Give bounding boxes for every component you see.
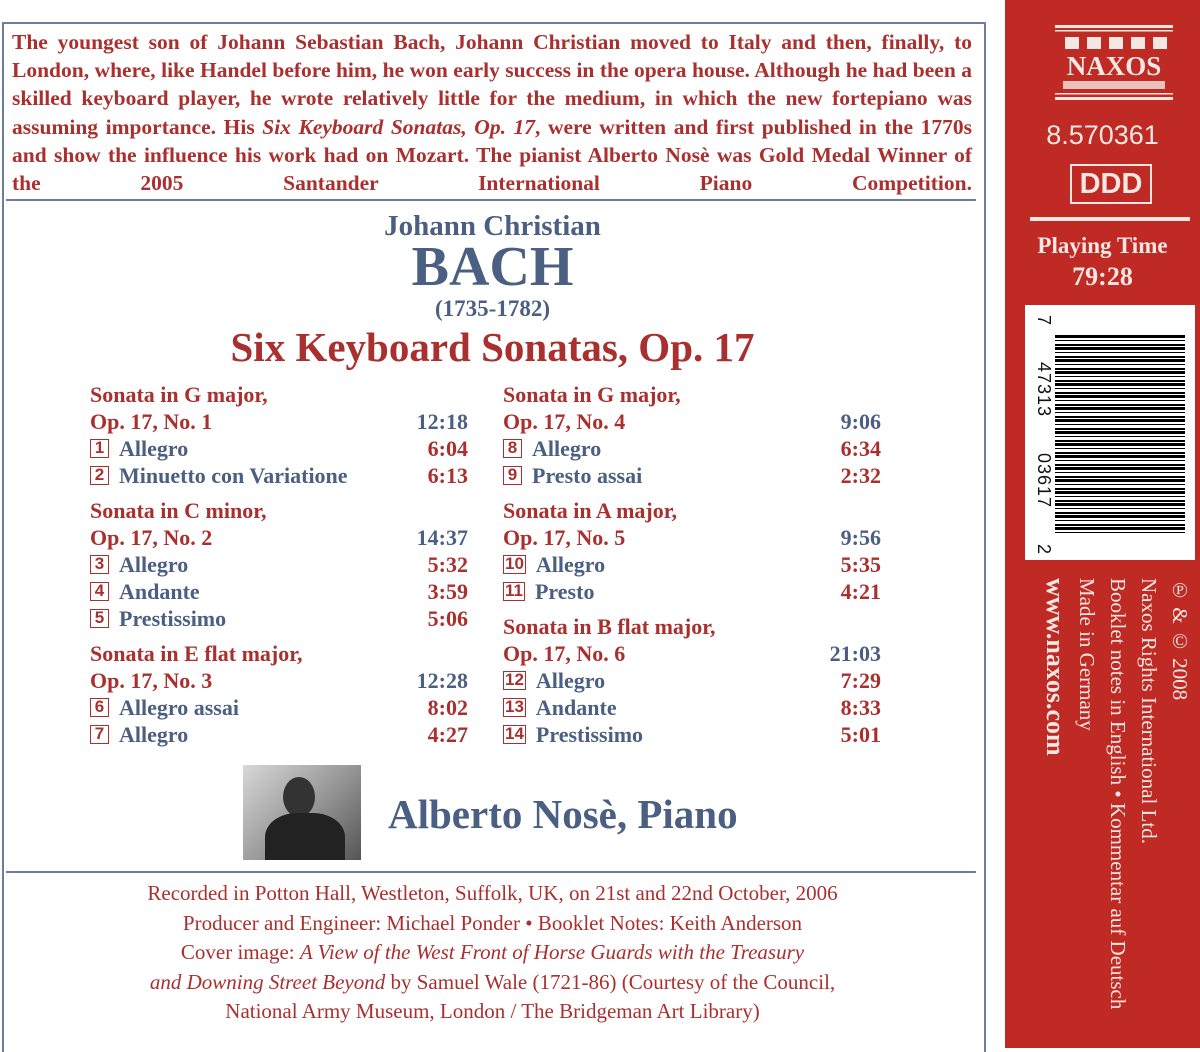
sonata-opus: Op. 17, No. 2 — [90, 525, 213, 550]
track-title: Prestissimo — [119, 606, 227, 631]
composer-first: Johann Christian — [384, 210, 601, 242]
track-row — [90, 551, 468, 578]
track-row — [503, 578, 881, 605]
naxos-logo — [1055, 25, 1173, 103]
track-duration: 5:32 — [427, 552, 468, 577]
artist-photo — [243, 765, 361, 860]
track-row — [503, 667, 881, 694]
svg-text:NAXOS: NAXOS — [1066, 51, 1162, 81]
sonata-duration: 14:37 — [416, 525, 468, 550]
track-duration: 8:33 — [840, 695, 881, 720]
track-row — [503, 462, 881, 489]
divider — [6, 199, 976, 201]
credit-line: National Army Museum, London / The Bridgeman Art Library) — [225, 999, 760, 1023]
playing-time — [1005, 230, 1200, 292]
track-duration: 6:13 — [427, 463, 468, 488]
track-number: 2 — [90, 466, 109, 485]
made-in: Made in Germany — [1075, 578, 1099, 731]
album-title: Six Keyboard Sonatas, Op. 17 — [230, 324, 755, 370]
divider — [6, 871, 976, 873]
sonata — [503, 613, 881, 748]
ddd-badge: DDD — [1070, 164, 1152, 204]
track-title: Andante — [119, 579, 200, 604]
rights: Naxos Rights International Ltd. — [1137, 578, 1161, 844]
track-title: Allegro — [119, 722, 189, 747]
track-number: 6 — [90, 698, 109, 717]
track-row — [90, 605, 468, 632]
track-row — [90, 694, 468, 721]
naxos-panel — [1005, 0, 1200, 1048]
copyright: ℗ & © 2008 — [1168, 578, 1192, 701]
sonata — [90, 640, 468, 748]
track-number: 11 — [505, 581, 523, 600]
track-title: Prestissimo — [535, 722, 644, 747]
track-duration: 4:27 — [427, 722, 468, 747]
barcode-digits — [1033, 315, 1054, 555]
sonata-duration: 9:06 — [840, 409, 881, 434]
track-title: Allegro — [535, 552, 606, 577]
track-duration: 5:06 — [427, 606, 468, 631]
track-title: Allegro — [532, 436, 602, 461]
track-duration: 6:34 — [840, 436, 881, 461]
credit-line — [0, 968, 985, 998]
sonata-duration: 9:56 — [840, 525, 881, 550]
sonata — [90, 497, 468, 632]
track-title: Allegro assai — [119, 695, 239, 720]
sonata-opus: Op. 17, No. 6 — [503, 641, 626, 666]
sonata-duration: 12:28 — [416, 668, 468, 693]
track-row — [90, 462, 468, 489]
barcode-digit: 7 — [1034, 315, 1054, 327]
sonata-column-right — [503, 381, 881, 756]
sonata-opus: Op. 17, No. 1 — [90, 409, 213, 434]
track-number: 7 — [90, 725, 109, 744]
track-duration: 5:35 — [840, 552, 881, 577]
track-title: Minuetto con Variatione — [119, 463, 348, 488]
composer-dates: (1735-1782) — [435, 296, 550, 321]
sonata-opus: Op. 17, No. 5 — [503, 525, 626, 550]
sonata-duration: 12:18 — [416, 409, 468, 434]
barcode-bars — [1055, 335, 1185, 535]
sonata-title: Sonata in G major, — [90, 382, 268, 407]
sonata-title: Sonata in A major, — [503, 498, 678, 523]
playing-time-value: 79:28 — [1072, 262, 1133, 291]
sonata-title: Sonata in B flat major, — [503, 614, 716, 639]
track-title: Allegro — [119, 436, 189, 461]
barcode-digit: 03617 — [1034, 452, 1054, 509]
track-number: 12 — [505, 670, 524, 689]
track-number: 5 — [90, 609, 109, 628]
sonata — [503, 497, 881, 605]
credits — [0, 879, 985, 1027]
track-row — [503, 694, 881, 721]
track-duration: 8:02 — [427, 695, 468, 720]
sonata-title: Sonata in C minor, — [90, 498, 267, 523]
track-row — [503, 435, 881, 462]
composer-last: BACH — [411, 236, 574, 298]
track-row — [90, 435, 468, 462]
track-number: 14 — [505, 724, 524, 743]
track-number: 4 — [90, 582, 109, 601]
credit-text: by Samuel Wale (1721-86) (Courtesy of the Council, — [385, 969, 836, 994]
sonata-opus: Op. 17, No. 3 — [90, 668, 213, 693]
sonata-column-left — [90, 381, 468, 756]
sonata — [90, 381, 468, 489]
cover-title: A View of the West Front of Horse Guards with the Treasury — [299, 940, 805, 964]
intro-part: , were written and first published in the 1770s and show the influence his work had on Mozart. The pianist Alberto Nosè was Gold Medal Winner of the 2005 Santander International Piano Competition. — [12, 114, 972, 196]
credit-text: Cover image: — [180, 940, 300, 964]
track-row — [503, 721, 881, 748]
track-title: Andante — [535, 695, 617, 720]
track-duration: 5:01 — [840, 722, 881, 747]
track-row — [90, 721, 468, 748]
playing-time-label: Playing Time — [1037, 233, 1168, 258]
credit-line — [0, 938, 985, 968]
track-duration: 3:59 — [427, 579, 468, 604]
booklet-notes: Booklet notes in English • Kommentar auf Deutsch — [1106, 578, 1130, 1010]
credit-line: Producer and Engineer: Michael Ponder • Booklet Notes: Keith Anderson — [182, 910, 803, 935]
divider — [1030, 217, 1190, 221]
track-title: Presto — [534, 579, 595, 604]
sonata-opus: Op. 17, No. 4 — [503, 409, 626, 434]
intro-text — [12, 28, 972, 197]
track-row — [90, 578, 468, 605]
barcode-digit: 2 — [1034, 543, 1054, 555]
track-duration: 2:32 — [840, 463, 881, 488]
track-number: 10 — [505, 554, 524, 573]
track-number: 9 — [503, 466, 522, 485]
track-title: Allegro — [535, 668, 606, 693]
artist-name: Alberto Nosè, Piano — [388, 791, 738, 837]
track-number: 13 — [505, 697, 524, 716]
track-title: Presto assai — [532, 463, 643, 488]
track-title: Allegro — [119, 552, 189, 577]
intro-part: The youngest son of Johann Sebastian Bach, Johann Christian moved to Italy and then, finally, to London, where, like Handel before him, he won early success in the opera house. Although he had been a skilled keyboard player, he wrote relatively little for the medium, in which the new fortepiano was assuming importance. His — [12, 30, 972, 139]
label-info — [1025, 578, 1195, 1038]
track-duration: 6:04 — [427, 436, 468, 461]
barcode-digit: 47313 — [1034, 361, 1054, 418]
track-number: 1 — [90, 439, 109, 458]
cover-title: and Downing Street Beyond — [149, 969, 386, 994]
sonata-title: Sonata in E flat major, — [90, 641, 303, 666]
intro-title: Six Keyboard Sonatas, Op. 17 — [262, 114, 536, 139]
track-duration: 4:21 — [840, 579, 881, 604]
website-link[interactable]: www.naxos.com — [1041, 578, 1070, 756]
sonata — [503, 381, 881, 489]
track-number: 8 — [503, 439, 522, 458]
sonata-duration: 21:03 — [829, 641, 881, 666]
track-number: 3 — [90, 555, 109, 574]
track-row — [503, 551, 881, 578]
credit-line: Recorded in Potton Hall, Westleton, Suffolk, UK, on 21st and 22nd October, 2006 — [147, 881, 838, 905]
sonata-title: Sonata in G major, — [503, 382, 681, 407]
barcode — [1025, 305, 1195, 560]
catalog-number: 8.570361 — [1046, 120, 1159, 150]
track-duration: 7:29 — [840, 668, 881, 693]
